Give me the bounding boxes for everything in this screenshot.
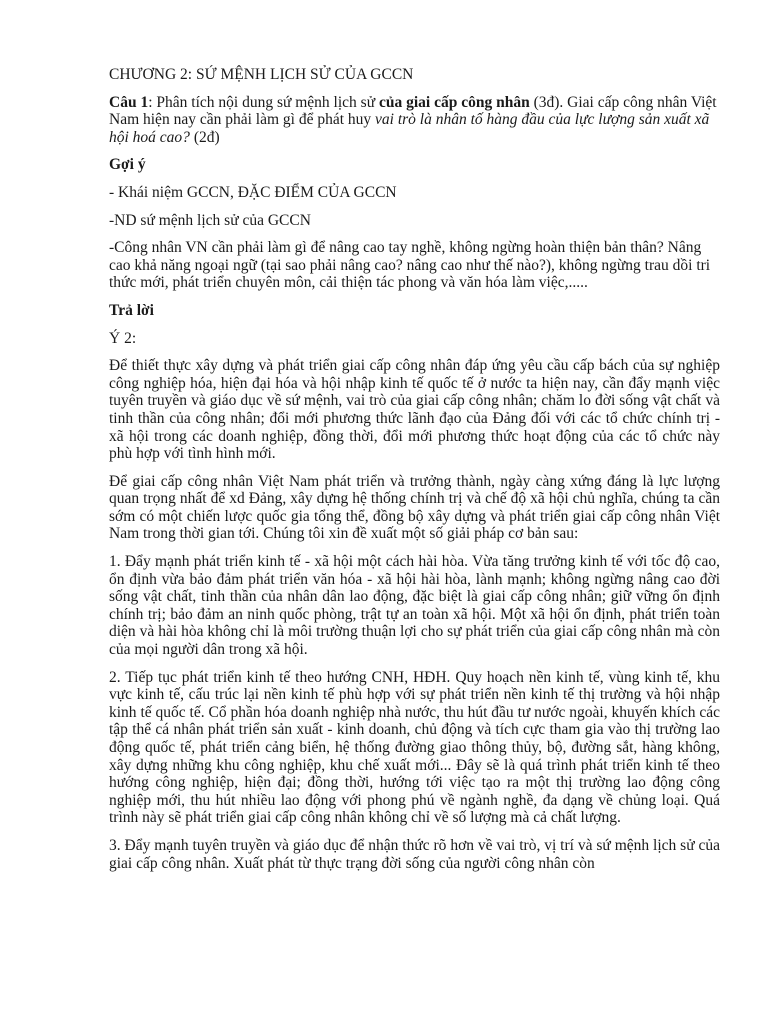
hint-heading xyxy=(109,156,720,174)
hint-heading-text: Gợi ý xyxy=(109,156,146,174)
answer-paragraph: 3. Đẩy mạnh tuyên truyền và giáo dục để nhận thức rõ hơn về vai trò, vị trí và sứ mệnh lịch sử của giai cấp công nhân. Xuất phát từ thực trạng đời sống của người công nhân còn xyxy=(109,836,720,872)
question-bold-text: của giai cấp công nhân xyxy=(378,93,530,111)
hint-item: - Khái niệm GCCN, ĐẶC ĐIỂM CỦA GCCN xyxy=(109,183,397,201)
document-page xyxy=(109,66,720,882)
question-label: Câu 1 xyxy=(109,93,149,111)
answer-paragraph: Để giai cấp công nhân Việt Nam phát triển và trưởng thành, ngày càng xứng đáng là lực lượng quan trọng nhất để xd Đảng, xây dựng hệ thống chính trị và chế độ xã hội chủ nghĩa, chúng ta cần sớm có một chiến lược quốc gia tổng thể, đồng bộ xây dựng và phát triển giai cấp công nhân Việt Nam trong thời gian tới. Chúng tôi xin đề xuất một số giải pháp cơ bản sau: xyxy=(109,472,720,543)
hint-item: -Công nhân VN cần phải làm gì để nâng cao tay nghề, không ngừng hoàn thiện bản thân? Nâng cao khả năng ngoại ngữ (tại sao phải nâng cao? nâng cao như thế nào?), không ngừng trau dồi tri thức mới, phát triển chuyên môn, cải thiện tác phong và văn hóa làm việc,..... xyxy=(109,239,711,292)
hint-item: -ND sứ mệnh lịch sử của GCCN xyxy=(109,211,311,229)
question-paragraph xyxy=(109,94,720,147)
question-colon: : xyxy=(148,93,153,111)
answer-heading-text: Trả lời xyxy=(109,301,154,319)
answer-subheading: Ý 2: xyxy=(109,329,137,347)
question-text-3: (2đ) xyxy=(189,128,220,146)
chapter-title: CHƯƠNG 2: SỨ MỆNH LỊCH SỬ CỦA GCCN xyxy=(109,66,414,83)
answer-paragraph: 1. Đẩy mạnh phát triển kinh tế - xã hội một cách hài hòa. Vừa tăng trưởng kinh tế với tốc độ cao, ổn định vừa bảo đảm phát triển văn hóa - xã hội hài hòa, lành mạnh; không ngừng nâng cao đời sống vật chất, tinh thần của nhân dân lao động, đặc biệt là giai cấp công nhân; giữ vững ổn định chính trị; bảo đảm an ninh quốc phòng, trật tự an toàn xã hội. Một xã hội ổn định, phát triển toàn diện và hài hòa không chỉ là môi trường thuận lợi cho sự phát triển của giai cấp công nhân mà còn của mọi người dân trong xã hội. xyxy=(109,553,720,659)
question-italic-text: vai trò là nhân tố hàng đầu của lực lượng sản xuất xã hội hoá cao? xyxy=(109,111,710,146)
answer-paragraph: Để thiết thực xây dựng và phát triển giai cấp công nhân đáp ứng yêu cầu cấp bách của sự nghiệp công nghiệp hóa, hiện đại hóa và hội nhập kinh tế quốc tế ở nước ta hiện nay, cần đẩy mạnh việc tuyên truyền và giáo dục về sứ mệnh, vai trò của giai cấp công nhân; chăm lo đời sống vật chất và tinh thần của công nhân; đổi mới phương thức lãnh đạo của Đảng đối với các tổ chức chính trị - xã hội trong các doanh nghiệp, đồng thời, đổi mới phương thức hoạt động của các tổ chức này phù hợp với tình hình mới. xyxy=(109,357,720,463)
question-text-2: (3đ). Giai cấp công nhân Việt Nam hiện nay cần phải làm gì để phát huy xyxy=(109,93,717,129)
question-text-1: Phân tích nội dung sứ mệnh lịch sử xyxy=(152,93,379,111)
answer-heading xyxy=(109,302,720,320)
answer-paragraph: 2. Tiếp tục phát triển kinh tế theo hướng CNH, HĐH. Quy hoạch nền kinh tế, vùng kinh tế, khu vực kinh tế, cấu trúc lại nền kinh tế phù hợp với sự phát triển nền kinh tế thị trường và hội nhập kinh tế quốc tế. Cổ phần hóa doanh nghiệp nhà nước, thu hút đầu tư nước ngoài, khuyến khích các tập thể cá nhân phát triển sản xuất - kinh doanh, chủ động và tích cực tham gia vào thị trường lao động quốc tế, phát triển cảng biển, hệ thống đường giao thông thủy, bộ, đường sắt, hàng không, xây dựng những khu công nghiệp, khu chế xuất mới... Đây sẽ là quá trình phát triển kinh tế theo hướng công nghiệp, hiện đại; đồng thời, hướng tới việc tạo ra một thị trường lao động công nghiệp mới, thu hút nhiều lao động với phong phú về ngành nghề, đa dạng về chủng loại. Quá trình này sẽ phát triển giai cấp công nhân không chỉ về số lượng mà cả chất lượng. xyxy=(109,668,720,827)
